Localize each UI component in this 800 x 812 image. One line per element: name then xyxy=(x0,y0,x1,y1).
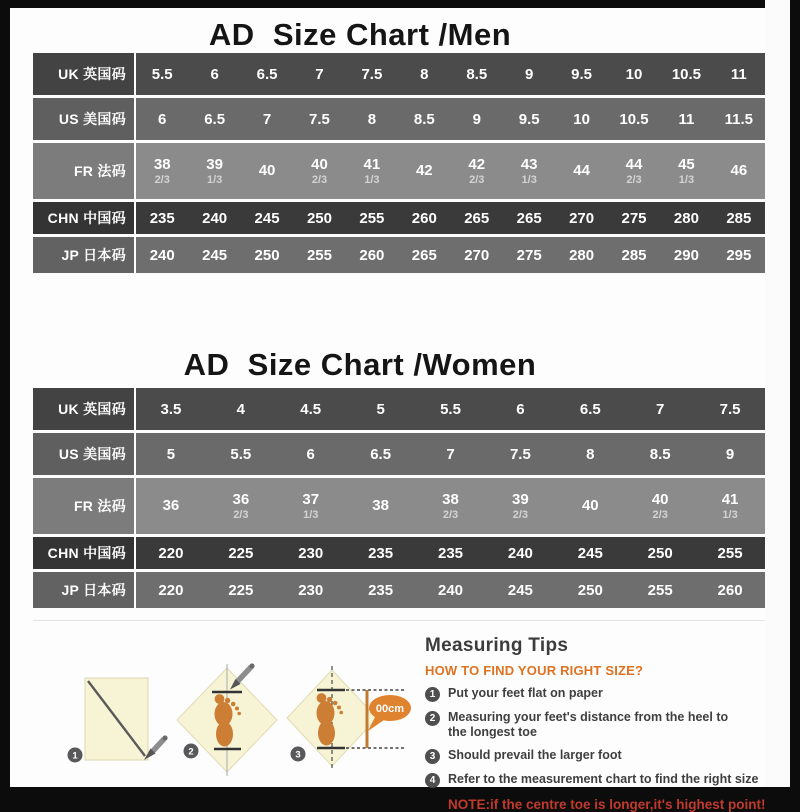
step-text: Put your feet flat on paper xyxy=(448,686,603,700)
size-cell: 38 xyxy=(372,497,389,514)
size-cell: 255 xyxy=(359,209,385,227)
size-cell: 6.5 xyxy=(370,445,392,463)
size-cell: 6 xyxy=(210,65,219,83)
size-cell: 250 xyxy=(254,246,280,264)
size-cell: 38 2/3 xyxy=(153,155,171,186)
size-cell: 290 xyxy=(673,246,699,264)
size-cell: 9 xyxy=(472,110,481,128)
svg-text:1: 1 xyxy=(72,750,78,762)
footprint-trace-illustration xyxy=(177,663,277,776)
size-cell: 220 xyxy=(158,581,184,599)
size-cell: 275 xyxy=(621,209,647,227)
row-label: CHN 中国码 xyxy=(33,537,136,569)
size-cell: 8 xyxy=(420,65,429,83)
size-cell: 245 xyxy=(202,246,228,264)
size-cell: 39 1/3 xyxy=(206,155,223,186)
size-cell: 10.5 xyxy=(671,65,702,83)
size-cell: 225 xyxy=(228,581,254,599)
size-cell: 240 xyxy=(202,209,228,227)
size-cell: 250 xyxy=(647,544,673,562)
size-cell: 245 xyxy=(507,581,533,599)
step-badge-3-icon xyxy=(291,747,306,762)
size-cell: 9 xyxy=(725,445,735,463)
size-cell: 235 xyxy=(368,581,394,599)
size-cell: 295 xyxy=(726,246,752,264)
tips-step-1 xyxy=(425,686,770,702)
size-cell: 8.5 xyxy=(413,110,435,128)
size-cell: 6 xyxy=(306,445,315,463)
size-cell: 240 xyxy=(437,581,464,599)
size-cell: 5.5 xyxy=(230,445,252,463)
row-label: JP 日本码 xyxy=(33,237,136,273)
step-badge-2-icon xyxy=(184,744,199,759)
size-row-chn xyxy=(33,537,765,569)
size-cell: 4.5 xyxy=(300,400,322,418)
size-cell: 265 xyxy=(411,246,437,264)
size-cell: 36 xyxy=(162,497,180,514)
size-cell: 260 xyxy=(411,209,437,227)
size-cell: 5 xyxy=(166,445,176,463)
size-cell: 9 xyxy=(524,65,534,83)
size-cell: 6.5 xyxy=(204,110,226,128)
size-cell: 10 xyxy=(573,110,590,128)
size-cell: 45 1/3 xyxy=(678,155,695,186)
size-cell: 275 xyxy=(516,246,542,264)
row-label: UK 英国码 xyxy=(33,53,136,95)
svg-text:00cm: 00cm xyxy=(375,703,405,715)
size-cell: 5.5 xyxy=(151,65,173,83)
size-cell: 38 2/3 xyxy=(442,490,459,521)
size-cell: 245 xyxy=(577,544,603,562)
size-cell: 41 1/3 xyxy=(721,490,739,521)
size-cell: 41 1/3 xyxy=(363,155,381,186)
tips-step-2 xyxy=(425,710,770,740)
size-cell: 8 xyxy=(367,110,377,128)
size-cell: 245 xyxy=(254,209,280,227)
size-cell: 260 xyxy=(717,581,743,599)
tips-title: Measuring Tips xyxy=(425,635,569,656)
size-cell: 285 xyxy=(621,246,647,264)
size-cell: 7 xyxy=(446,445,455,463)
size-cell: 11.5 xyxy=(724,110,754,128)
size-cell: 9.5 xyxy=(571,65,593,83)
measuring-tips-section xyxy=(10,621,766,812)
tips-step-3 xyxy=(425,748,770,764)
size-cell: 6 xyxy=(158,110,167,128)
step-number-badge: 3 xyxy=(425,749,440,764)
size-row-fr xyxy=(33,478,765,534)
tips-note: NOTE:if the centre toe is longer,it's highest point! xyxy=(448,796,766,812)
row-label: US 美国码 xyxy=(33,98,136,140)
size-cell: 7.5 xyxy=(309,110,330,128)
size-cell: 4 xyxy=(236,400,245,418)
size-cell: 8.5 xyxy=(649,445,671,463)
size-cell: 39 2/3 xyxy=(512,490,529,521)
size-cell: 6.5 xyxy=(579,400,601,418)
size-cell: 250 xyxy=(306,209,332,227)
step-text: Should prevail the larger foot xyxy=(448,747,622,762)
size-cell: 7 xyxy=(262,110,272,128)
step-number-badge: 1 xyxy=(425,687,440,702)
size-cell: 9.5 xyxy=(518,110,540,128)
size-cell: 230 xyxy=(298,544,324,562)
size-cell: 225 xyxy=(228,544,254,562)
size-cell: 7.5 xyxy=(361,65,383,83)
size-cell: 37 1/3 xyxy=(302,490,320,521)
size-cell: 6 xyxy=(516,400,525,418)
size-cell: 8.5 xyxy=(466,65,488,83)
size-cell: 11 xyxy=(730,65,747,83)
size-cell: 240 xyxy=(149,246,175,264)
page-content xyxy=(10,8,766,812)
women-size-chart-title: AD Size Chart /Women xyxy=(183,347,537,382)
right-margin-strip xyxy=(765,0,790,787)
size-cell: 10 xyxy=(625,65,643,83)
size-cell: 235 xyxy=(437,544,464,562)
foot-length-measure-illustration xyxy=(287,666,411,770)
svg-text:2: 2 xyxy=(188,746,194,758)
row-label: FR 法码 xyxy=(33,143,136,199)
women-size-table xyxy=(33,388,765,608)
size-cell: 44 2/3 xyxy=(625,155,643,186)
size-row-us xyxy=(33,433,765,475)
size-cell: 270 xyxy=(569,209,595,227)
size-row-chn xyxy=(33,202,765,234)
step-badge-1-icon xyxy=(68,748,83,763)
size-cell: 7.5 xyxy=(509,445,531,463)
size-cell: 44 xyxy=(573,162,590,179)
size-cell: 40 2/3 xyxy=(311,155,328,186)
size-cell: 10.5 xyxy=(619,110,649,128)
size-row-jp xyxy=(33,572,765,608)
size-cell: 240 xyxy=(507,544,533,562)
measuring-illustrations xyxy=(65,656,420,781)
size-cell: 43 1/3 xyxy=(520,155,538,186)
measuring-tips-text xyxy=(425,635,770,812)
row-label: UK 英国码 xyxy=(33,388,136,430)
size-cell: 6.5 xyxy=(256,65,278,83)
size-cell: 7 xyxy=(656,400,665,418)
size-cell: 285 xyxy=(726,209,752,227)
size-row-uk xyxy=(33,388,765,430)
size-cell: 260 xyxy=(359,246,385,264)
size-cell: 8 xyxy=(586,445,595,463)
size-row-us xyxy=(33,98,765,140)
size-cell: 3.5 xyxy=(160,400,182,418)
size-cell: 11 xyxy=(678,110,695,128)
tips-step-4 xyxy=(425,772,770,788)
size-cell: 255 xyxy=(647,581,673,599)
row-label: FR 法码 xyxy=(33,478,136,534)
step-number-badge: 2 xyxy=(425,711,440,726)
size-cell: 235 xyxy=(149,209,175,227)
step-text: Refer to the measurement chart to find the right size xyxy=(448,771,759,786)
size-cell: 40 2/3 xyxy=(651,490,669,521)
step-number-badge: 4 xyxy=(425,773,440,788)
men-size-chart-title: AD Size Chart /Men xyxy=(208,17,512,52)
size-row-jp xyxy=(33,237,765,273)
tips-subtitle: HOW TO FIND YOUR RIGHT SIZE? xyxy=(425,663,644,678)
row-label: JP 日本码 xyxy=(33,572,136,608)
size-cell: 265 xyxy=(516,209,542,227)
size-cell: 235 xyxy=(368,544,394,562)
size-cell: 46 xyxy=(730,162,748,179)
size-cell: 7.5 xyxy=(719,400,741,418)
size-cell: 40 xyxy=(581,497,599,514)
size-cell: 42 xyxy=(415,162,433,179)
size-row-uk xyxy=(33,53,765,95)
size-cell: 250 xyxy=(577,581,603,599)
svg-text:3: 3 xyxy=(295,749,301,761)
size-cell: 255 xyxy=(306,246,332,264)
size-cell: 255 xyxy=(717,544,743,562)
size-cell: 280 xyxy=(569,246,595,264)
length-bubble xyxy=(368,695,411,731)
paper-diagonal-illustration xyxy=(68,678,168,763)
size-cell: 5.5 xyxy=(440,400,461,418)
size-cell: 36 2/3 xyxy=(232,490,250,521)
step-text: Measuring your feet's distance from the heel to the longest toe xyxy=(448,710,729,739)
size-cell: 265 xyxy=(464,209,490,227)
size-cell: 270 xyxy=(464,246,490,264)
size-cell: 7 xyxy=(315,65,324,83)
size-cell: 42 2/3 xyxy=(468,155,486,186)
size-cell: 220 xyxy=(158,544,184,562)
size-cell: 280 xyxy=(673,209,699,227)
men-size-table xyxy=(33,53,765,273)
row-label: US 美国码 xyxy=(33,433,136,475)
row-label: CHN 中国码 xyxy=(33,202,136,234)
size-cell: 230 xyxy=(298,581,324,599)
size-cell: 40 xyxy=(258,162,276,179)
size-row-fr xyxy=(33,143,765,199)
size-cell: 5 xyxy=(376,400,385,418)
